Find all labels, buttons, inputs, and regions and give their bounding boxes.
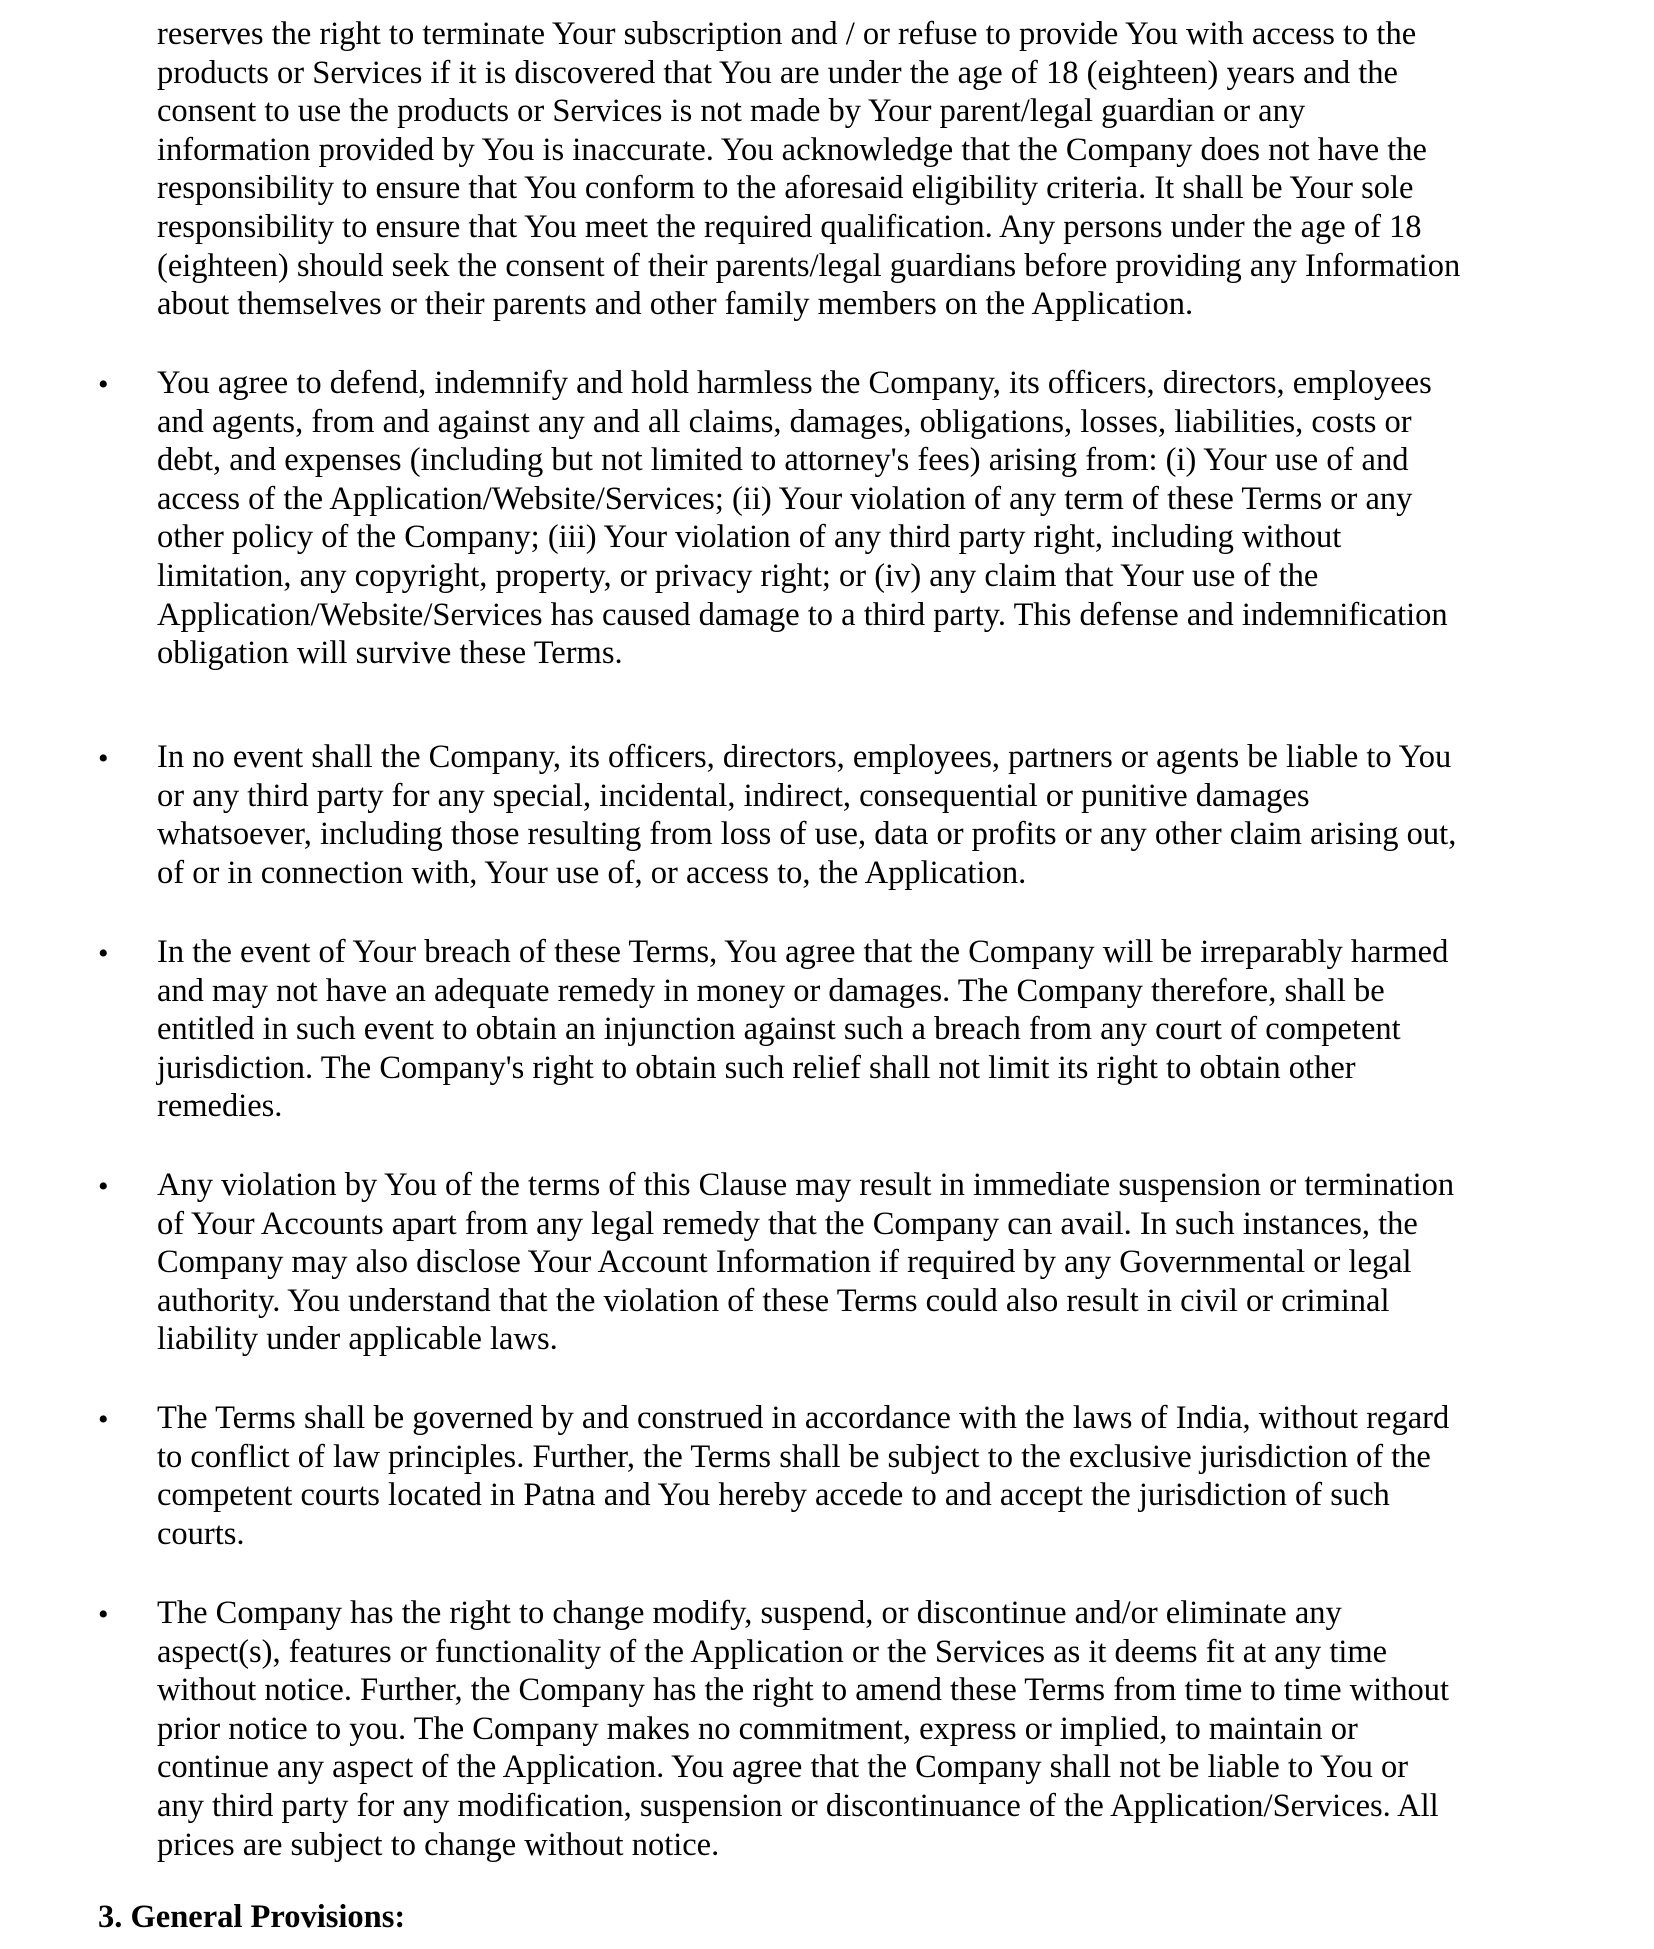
- paragraph-line: about themselves or their parents and other family members on the Application.: [157, 286, 1194, 323]
- paragraph-line: Company may also disclose Your Account Information if required by any Governmental or legal: [157, 1244, 1412, 1281]
- bullet-item-breach: [157, 933, 1507, 1126]
- paragraph-line: and agents, from and against any and all claims, damages, obligations, losses, liabilities, costs or: [157, 403, 1412, 440]
- paragraph-line: authority. You understand that the violation of these Terms could also result in civil or criminal: [157, 1282, 1390, 1319]
- bullet-marker: •: [98, 1403, 109, 1436]
- bullet-item-modification: [157, 1594, 1507, 1864]
- paragraph-line: without notice. Further, the Company has the right to amend these Terms from time to time without: [157, 1672, 1449, 1709]
- paragraph-line: The Company has the right to change modify, suspend, or discontinue and/or eliminate any: [157, 1595, 1342, 1631]
- bullet-marker: •: [98, 1170, 109, 1203]
- paragraph-line: reserves the right to terminate Your subscription and / or refuse to provide You with access to the: [157, 16, 1417, 52]
- paragraph-line: Application/Website/Services has caused damage to a third party. This defense and indemnification: [157, 596, 1448, 633]
- bullet-marker: •: [98, 368, 109, 401]
- continued-paragraph: [157, 15, 1507, 324]
- paragraph-line: limitation, any copyright, property, or privacy right; or (iv) any claim that Your use of the: [157, 557, 1319, 594]
- paragraph-line: You agree to defend, indemnify and hold harmless the Company, its officers, directors, employees: [157, 365, 1432, 401]
- paragraph-line: whatsoever, including those resulting from loss of use, data or profits or any other claim arising out,: [157, 816, 1457, 853]
- paragraph-line: consent to use the products or Services is not made by Your parent/legal guardian or any: [157, 93, 1306, 130]
- paragraph-line: obligation will survive these Terms.: [157, 635, 623, 672]
- paragraph-line: information provided by You is inaccurate. You acknowledge that the Company does not have the: [157, 131, 1427, 168]
- paragraph-line: Any violation by You of the terms of this Clause may result in immediate suspension or termination: [157, 1167, 1455, 1203]
- paragraph-line: prices are subject to change without notice.: [157, 1826, 720, 1863]
- bullet-item-indemnification: [157, 364, 1507, 673]
- bullet-marker: •: [98, 1598, 109, 1631]
- paragraph-line: prior notice to you. The Company makes no commitment, express or implied, to maintain or: [157, 1710, 1358, 1747]
- paragraph-line: of or in connection with, Your use of, or access to, the Application.: [157, 854, 1027, 891]
- paragraph-line: courts.: [157, 1515, 245, 1552]
- paragraph-line: other policy of the Company; (iii) Your violation of any third party right, including without: [157, 519, 1342, 556]
- paragraph-line: or any third party for any special, incidental, indirect, consequential or punitive damages: [157, 777, 1310, 814]
- bullet-item-violation: [157, 1166, 1507, 1359]
- paragraph-line: of Your Accounts apart from any legal remedy that the Company can avail. In such instances, the: [157, 1205, 1418, 1242]
- paragraph-line: any third party for any modification, suspension or discontinuance of the Application/Services. All: [157, 1787, 1439, 1824]
- paragraph-line: entitled in such event to obtain an injunction against such a breach from any court of competent: [157, 1011, 1401, 1048]
- bullet-item-governing-law: [157, 1399, 1507, 1553]
- paragraph-line: aspect(s), features or functionality of the Application or the Services as it deems fit at any time: [157, 1633, 1388, 1670]
- bullet-marker: •: [98, 742, 109, 775]
- paragraph-line: responsibility to ensure that You conform to the aforesaid eligibility criteria. It shall be Your sole: [157, 170, 1414, 207]
- paragraph-line: The Terms shall be governed by and construed in accordance with the laws of India, without regard: [157, 1400, 1450, 1436]
- paragraph-line: remedies.: [157, 1088, 283, 1125]
- bullet-item-liability: [157, 738, 1507, 892]
- section-heading: 3. General Provisions:: [98, 1899, 406, 1935]
- paragraph-line: In the event of Your breach of these Terms, You agree that the Company will be irreparably harmed: [157, 934, 1449, 970]
- paragraph-line: jurisdiction. The Company's right to obtain such relief shall not limit its right to obtain other: [157, 1049, 1356, 1086]
- paragraph-line: competent courts located in Patna and You hereby accede to and accept the jurisdiction of such: [157, 1477, 1390, 1514]
- paragraph-line: In no event shall the Company, its officers, directors, employees, partners or agents be liable to You: [157, 739, 1452, 775]
- paragraph-line: products or Services if it is discovered that You are under the age of 18 (eighteen) years and the: [157, 54, 1398, 91]
- paragraph-line: liability under applicable laws.: [157, 1321, 558, 1358]
- paragraph-line: continue any aspect of the Application. You agree that the Company shall not be liable to You or: [157, 1749, 1409, 1786]
- paragraph-line: responsibility to ensure that You meet the required qualification. Any persons under the age of 18: [157, 208, 1422, 245]
- bullet-marker: •: [98, 937, 109, 970]
- paragraph-line: and may not have an adequate remedy in money or damages. The Company therefore, shall be: [157, 972, 1385, 1009]
- paragraph-line: to conflict of law principles. Further, the Terms shall be subject to the exclusive jurisdiction of the: [157, 1438, 1431, 1475]
- paragraph-line: (eighteen) should seek the consent of their parents/legal guardians before providing any Information: [157, 247, 1461, 284]
- paragraph-line: debt, and expenses (including but not limited to attorney's fees) arising from: (i) Your use of and: [157, 442, 1409, 479]
- paragraph-line: access of the Application/Website/Services; (ii) Your violation of any term of these Terms or any: [157, 480, 1413, 517]
